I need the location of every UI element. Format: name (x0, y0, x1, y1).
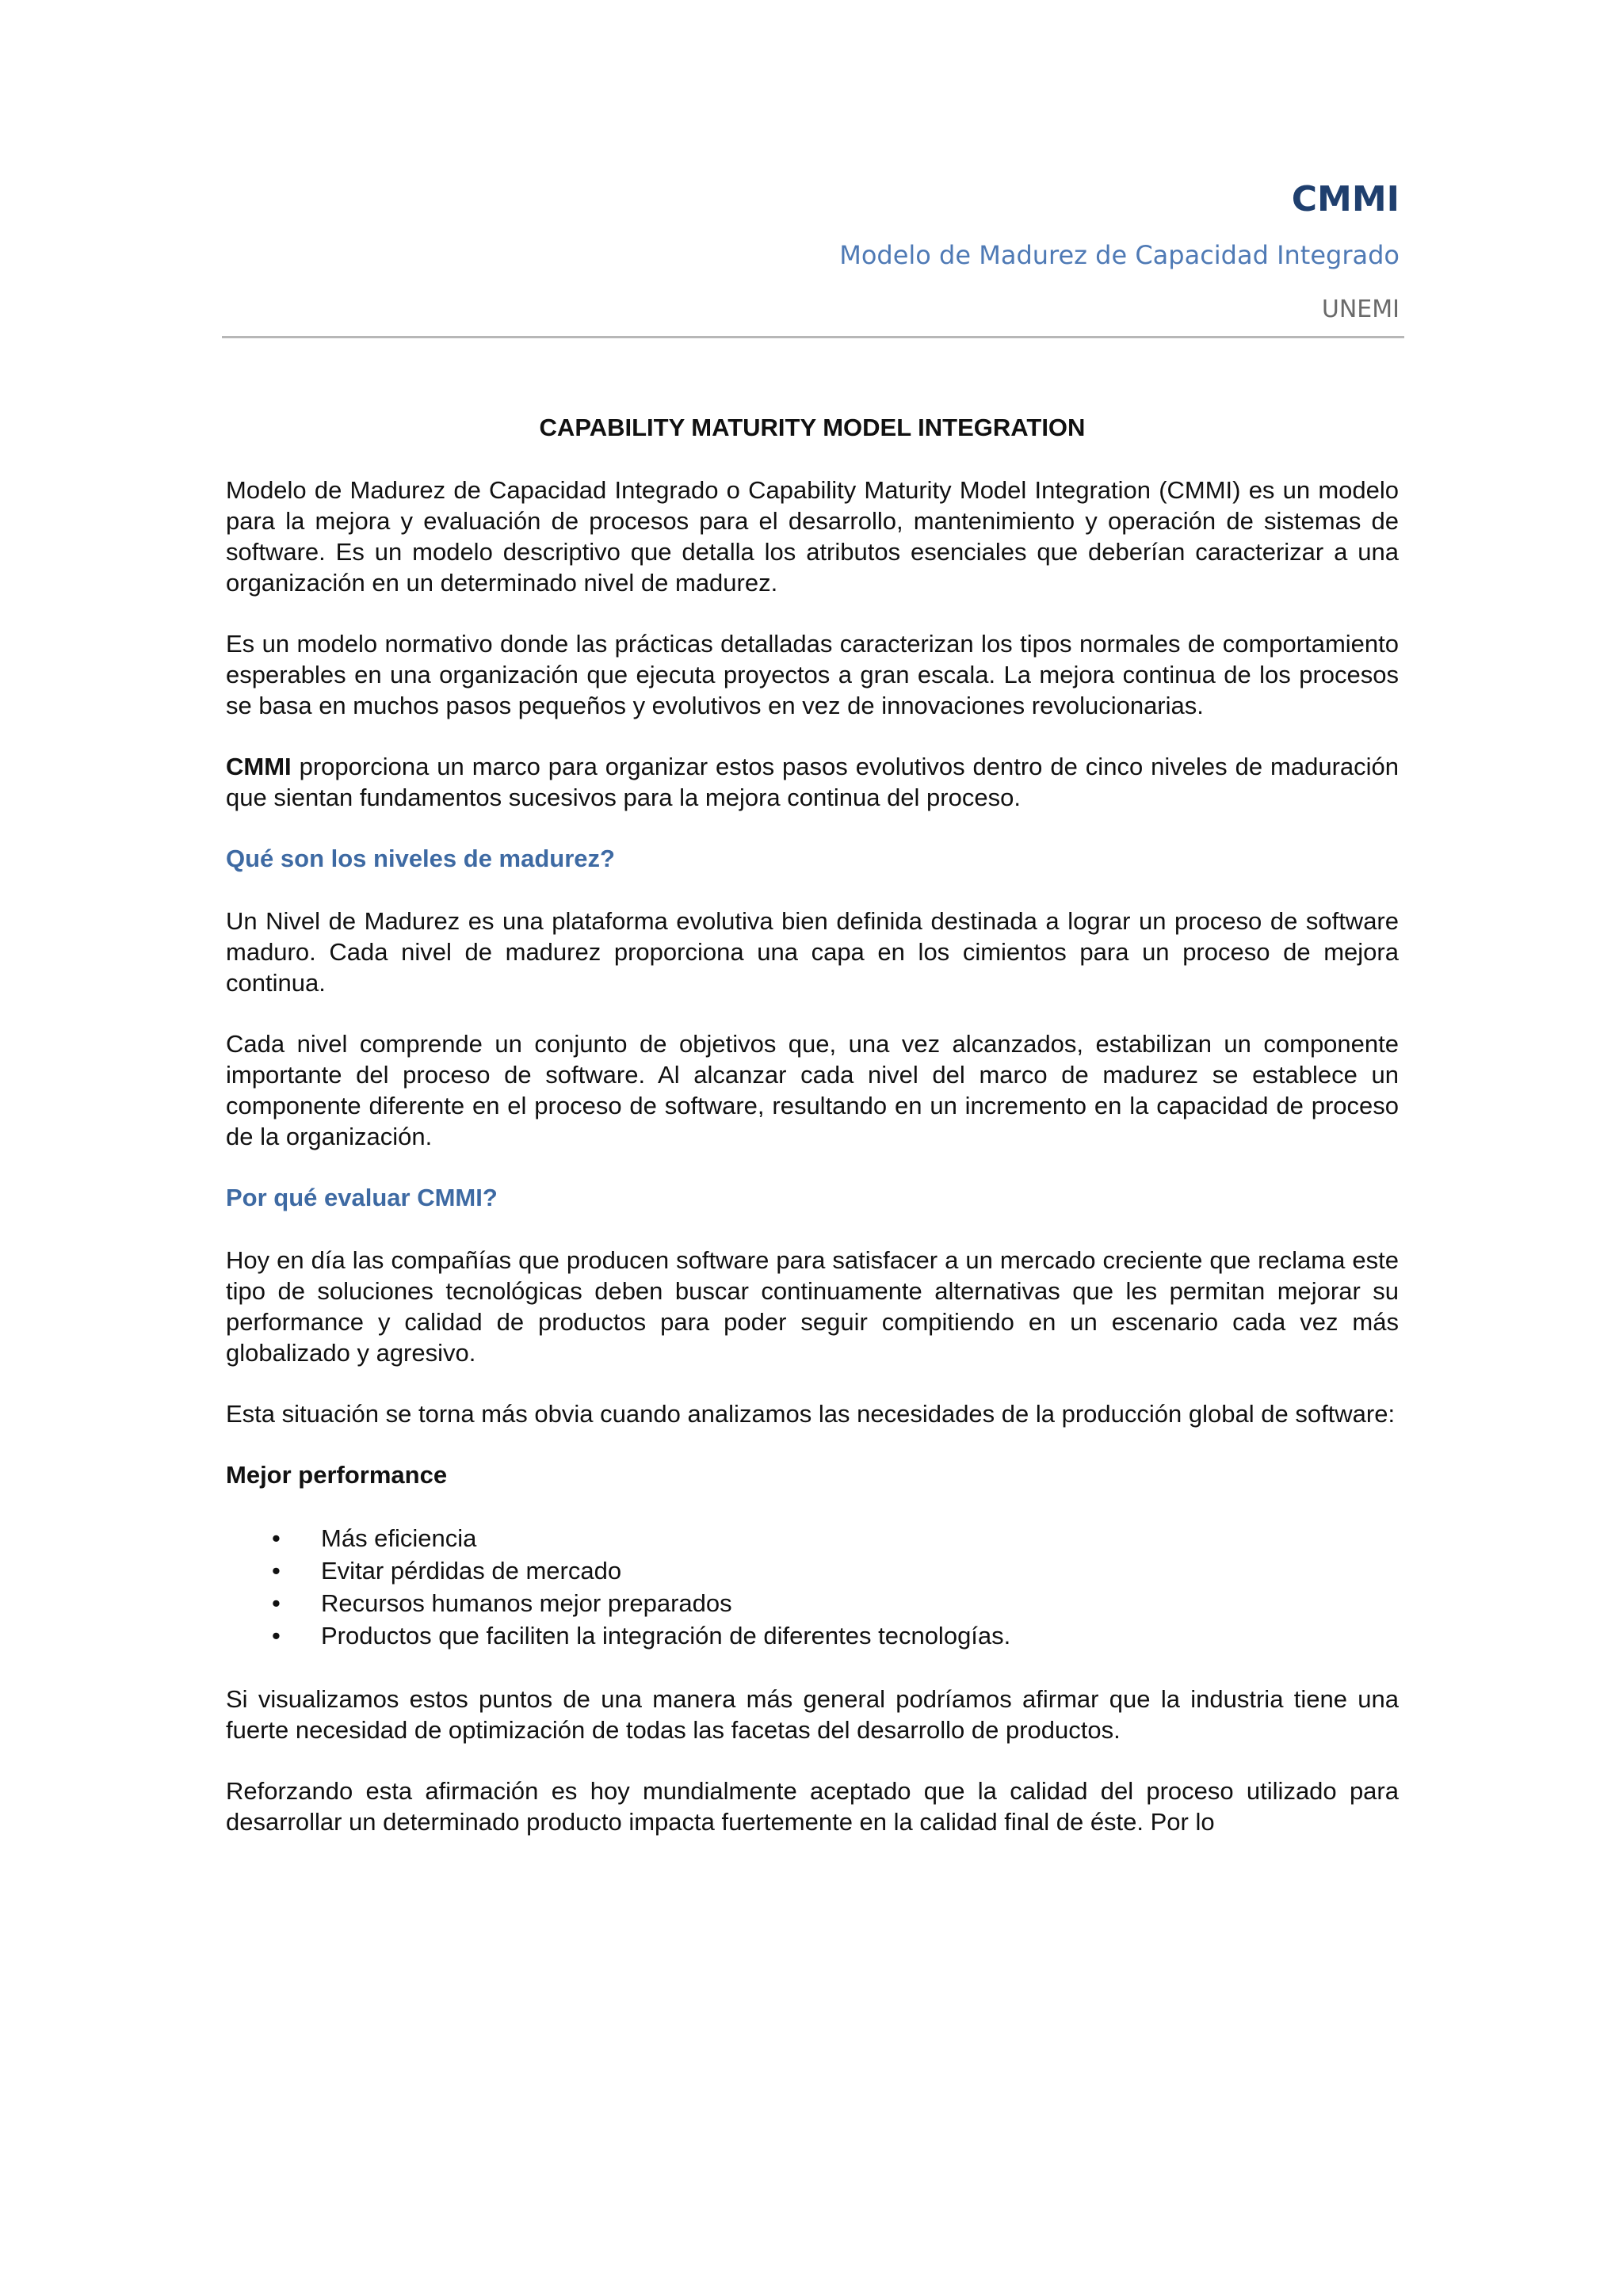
list-item (226, 1587, 1399, 1619)
document-body (226, 412, 1399, 1867)
list-item-text: Evitar pérdidas de mercado (321, 1557, 622, 1585)
section-heading-maturity-levels: Qué son los niveles de madurez? (226, 845, 615, 872)
cmmi-bold-term: CMMI (226, 753, 292, 780)
paragraph-industry-need: Si visualizamos estos puntos de una manera más general podríamos afirmar que la industria tiene una fuerte necesidad de optimización de todas las facetas del desarrollo de productos. (226, 1685, 1399, 1744)
paragraph-level-objectives: Cada nivel comprende un conjunto de objetivos que, una vez alcanzados, estabilizan un componente importante del proceso de software. Al alcanzar cada nivel del marco de madurez se establece un componente diferente en el proceso de software, resultando en un incremento en la capacidad de proceso de la organización. (226, 1030, 1399, 1150)
list-item (226, 1522, 1399, 1554)
paragraph-cmmi-framework (226, 751, 1399, 813)
paragraph-companies: Hoy en día las compañías que producen software para satisfacer a un mercado creciente que reclama este tipo de soluciones tecnológicas deben buscar continuamente alternativas que les permitan mejorar su performance y calidad de productos para poder seguir compitiendo en un escenario cada vez más globalizado y agresivo. (226, 1246, 1399, 1367)
bullet-icon: • (272, 1622, 281, 1650)
paragraph-intro: Modelo de Madurez de Capacidad Integrado o Capability Maturity Model Integration (CMMI) es un modelo para la mejora y evaluación de procesos para el desarrollo, mantenimiento y operación de sistemas de software. Es un modelo descriptivo que detalla los atributos esenciales que deberían caracterizar a una organización en un determinado nivel de madurez. (226, 476, 1399, 597)
list-item-text: Más eficiencia (321, 1524, 477, 1552)
bullet-icon: • (272, 1589, 281, 1617)
list-item-text: Productos que faciliten la integración de diferentes tecnologías. (321, 1622, 1011, 1650)
paragraph-maturity-level: Un Nivel de Madurez es una plataforma evolutiva bien definida destinada a lograr un proceso de software maduro. Cada nivel de madurez proporciona una capa en los cimientos para un proceso de mejora continua. (226, 907, 1399, 997)
bullet-icon: • (272, 1524, 281, 1552)
paragraph-cmmi-framework-text: proporciona un marco para organizar estos pasos evolutivos dentro de cinco niveles de maduración que sientan fundamentos sucesivos para la mejora continua del proceso. (226, 753, 1399, 811)
list-item (226, 1619, 1399, 1652)
header-divider (222, 336, 1404, 338)
paragraph-normative: Es un modelo normativo donde las prácticas detalladas caracterizan los tipos normales de comportamiento esperables en una organización que ejecuta proyectos a gran escala. La mejora continua de los procesos se basa en muchos pasos pequeños y evolutivos en vez de innovaciones revolucionarias. (226, 630, 1399, 719)
header-organization: UNEMI (1321, 296, 1400, 323)
header-title: CMMI (1291, 179, 1400, 219)
subheading-better-performance: Mejor performance (226, 1461, 448, 1489)
document-heading: CAPABILITY MATURITY MODEL INTEGRATION (539, 414, 1086, 441)
list-item-text: Recursos humanos mejor preparados (321, 1589, 732, 1617)
list-item (226, 1554, 1399, 1587)
performance-list (226, 1522, 1399, 1652)
bullet-icon: • (272, 1557, 281, 1585)
page-header (222, 179, 1404, 338)
paragraph-quality-process: Reforzando esta afirmación es hoy mundialmente aceptado que la calidad del proceso utilizado para desarrollar un determinado producto impacta fuertemente en la calidad final de éste. Por lo (226, 1777, 1399, 1836)
header-subtitle: Modelo de Madurez de Capacidad Integrado (839, 240, 1400, 270)
paragraph-situation: Esta situación se torna más obvia cuando analizamos las necesidades de la producción global de software: (226, 1400, 1396, 1428)
section-heading-why-evaluate: Por qué evaluar CMMI? (226, 1184, 498, 1211)
